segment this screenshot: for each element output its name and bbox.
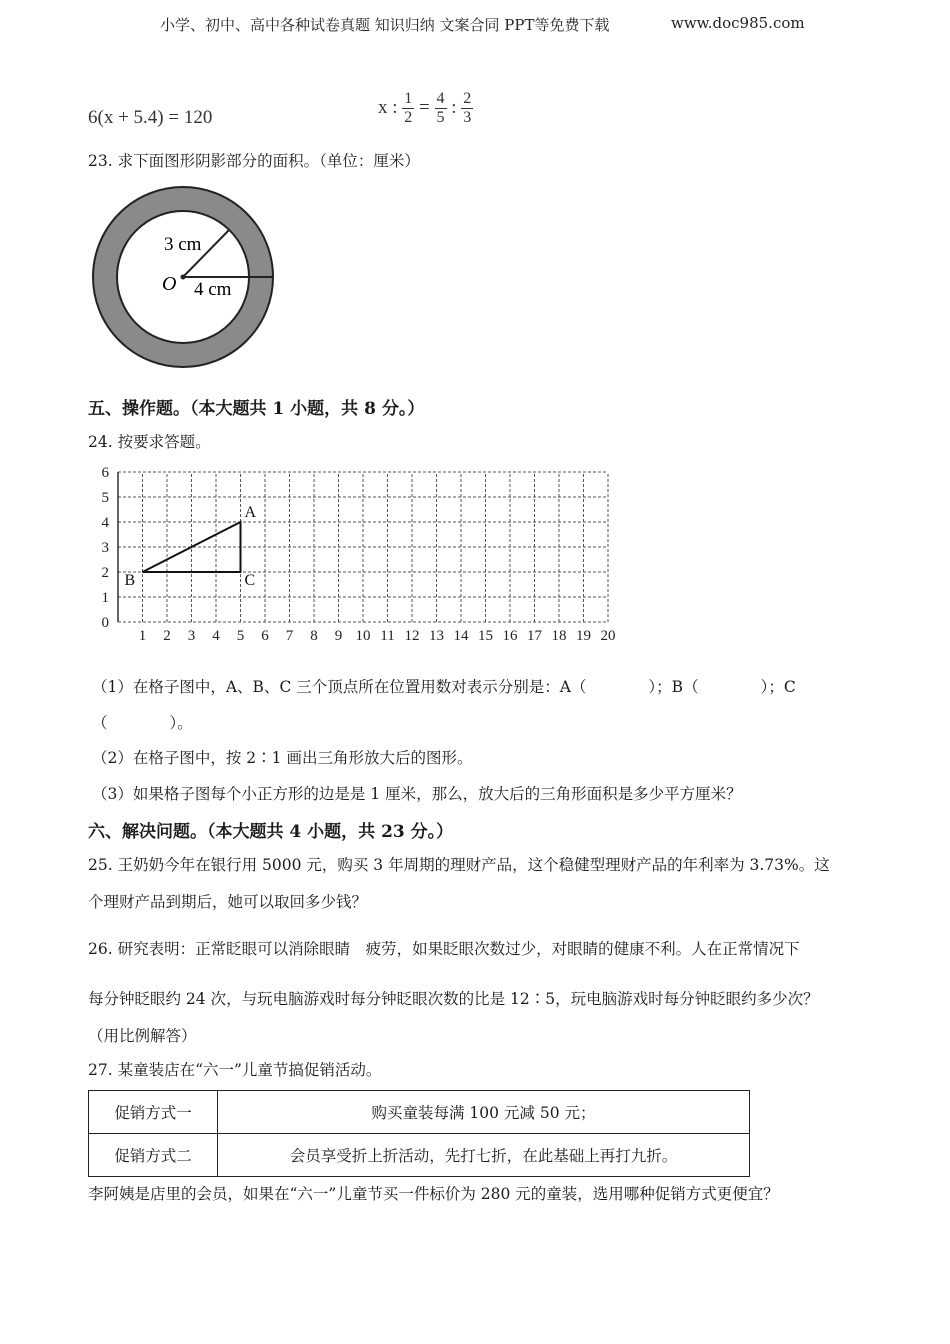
center-label: O: [162, 273, 177, 295]
equation-2: [378, 90, 473, 127]
fraction-2: $\frac{4}{5}$: [436, 90, 445, 126]
coordinate-grid: [94, 462, 624, 644]
y-tick-label: 5: [101, 490, 109, 506]
y-tick-label: 4: [101, 515, 109, 531]
y-tick-label: 2: [101, 565, 109, 581]
equation-1: 6(x + 5.4) = 120: [88, 107, 213, 128]
x-tick-label: 7: [285, 628, 294, 644]
x-tick-label: 19: [576, 628, 591, 644]
x-tick-label: 6: [261, 628, 269, 644]
x-tick-label: 14: [453, 628, 469, 644]
eq2-colon-2: :: [451, 96, 457, 118]
eq2-colon: :: [392, 96, 398, 118]
x-tick-label: 10: [355, 628, 371, 644]
q25-line1: 25. 王奶奶今年在银行用 5000 元，购买 3 年周期的理财产品，这个稳健型理财产品的年利率为 3.73%。这: [88, 856, 830, 874]
x-tick-label: 16: [502, 628, 518, 644]
x-tick-label: 8: [310, 628, 318, 644]
vertex-label-b: B: [124, 572, 136, 589]
q25-line2: 个理财产品到期后，她可以取回多少钱？: [88, 893, 368, 911]
q23-text: 23. 求下面图形阴影部分的面积。（单位：厘米）: [88, 152, 420, 170]
center-point: [181, 275, 186, 280]
y-tick-label: 6: [101, 465, 109, 481]
promo-name: 促销方式二: [89, 1134, 218, 1177]
x-tick-label: 5: [236, 628, 245, 644]
x-tick-label: 15: [478, 628, 493, 644]
q26-line3: （用比例解答）: [88, 1027, 197, 1045]
table-row: [89, 1134, 750, 1177]
q24-part1-line2: （ ）。: [92, 714, 193, 732]
q24-part3: （3）如果格子图每个小正方形的边是是 1 厘米，那么，放大后的三角形面积是多少平方厘米？: [92, 785, 742, 803]
q26-line2: 每分钟眨眼约 24 次，与玩电脑游戏时每分钟眨眼次数的比是 12∶5，玩电脑游戏时每分钟眨眼约多少次？: [88, 990, 819, 1008]
q24-text: 24. 按要求答题。: [88, 433, 211, 451]
y-tick-label: 3: [101, 540, 109, 556]
x-tick-label: 13: [429, 628, 444, 644]
header-tagline: 小学、初中、高中各种试卷真题 知识归纳 文案合同 PPT等免费下载: [160, 16, 610, 34]
y-tick-label: 0: [101, 615, 109, 631]
x-tick-label: 12: [404, 628, 420, 644]
inner-radius-label: 3 cm: [164, 234, 202, 255]
q26-line1: 26. 研究表明：正常眨眼可以消除眼睛 疲劳，如果眨眼次数过少，对眼睛的健康不利。人在正常情况下: [88, 940, 800, 958]
fraction-3: $\frac{2}{3}$: [463, 90, 472, 126]
outer-radius-label: 4 cm: [194, 279, 232, 300]
x-tick-label: 2: [163, 628, 171, 644]
eq2-x: x: [378, 96, 388, 118]
x-tick-label: 4: [212, 628, 220, 644]
x-tick-label: 17: [527, 628, 542, 644]
y-tick-label: 1: [101, 590, 109, 606]
x-tick-label: 18: [551, 628, 567, 644]
promo-desc: 会员享受折上折活动，先打七折，在此基础上再打九折。: [218, 1134, 750, 1177]
promo-name: 促销方式一: [89, 1091, 218, 1134]
q27-text: 27. 某童装店在“六一”儿童节搞促销活动。: [88, 1061, 382, 1079]
section-5-title: 五、操作题。（本大题共 1 小题，共 8 分。）: [88, 399, 425, 419]
x-tick-label: 11: [380, 628, 395, 644]
vertex-label-a: A: [244, 504, 257, 521]
x-tick-label: 9: [334, 628, 343, 644]
promotion-table: [88, 1090, 750, 1177]
q24-part2: （2）在格子图中，按 2∶1 画出三角形放大后的图形。: [92, 749, 473, 767]
table-row: [89, 1091, 750, 1134]
promo-desc: 购买童装每满 100 元减 50 元；: [218, 1091, 750, 1134]
x-tick-label: 1: [138, 628, 147, 644]
section-6-title: 六、解决问题。（本大题共 4 小题，共 23 分。）: [88, 822, 454, 842]
eq2-equals: =: [419, 96, 430, 118]
fraction-1: $\frac{1}{2}$: [404, 90, 413, 126]
vertex-label-c: C: [244, 572, 256, 589]
header-site-link[interactable]: www.doc985.com: [671, 14, 805, 32]
q27-question: 李阿姨是店里的会员，如果在“六一”儿童节买一件标价为 280 元的童装，选用哪种促销方式更便宜？: [88, 1185, 779, 1203]
x-tick-label: 3: [187, 628, 196, 644]
annulus-figure: [86, 180, 280, 374]
q24-part1-line1: （1）在格子图中，A、B、C 三个顶点所在位置用数对表示分别是：A（ ）；B（ ）；C: [92, 678, 796, 696]
x-tick-label: 20: [600, 628, 616, 644]
